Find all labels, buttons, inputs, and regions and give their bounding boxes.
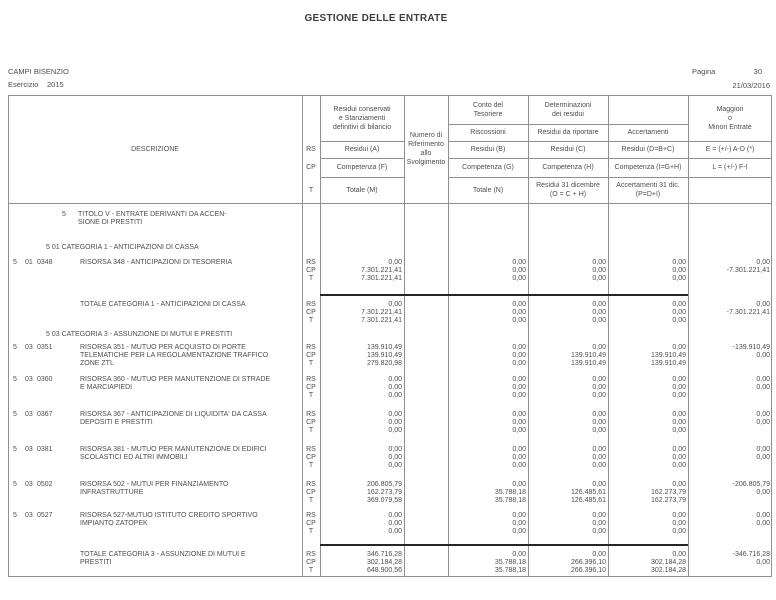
cell-accertamenti-cp: 0,00 bbox=[672, 384, 686, 391]
cell-accertamenti-t: 0,00 bbox=[672, 528, 686, 535]
row-code: 5 bbox=[13, 259, 17, 266]
row-rs-label: RS bbox=[306, 344, 316, 351]
row-t-label: T bbox=[308, 275, 314, 282]
row-code: 03 bbox=[25, 411, 33, 418]
row-description: RISORSA 348 - ANTICIPAZIONI DI TESORERIA bbox=[80, 259, 233, 266]
cell-residui-stanziamenti-t: 0,00 bbox=[388, 528, 402, 535]
row-description: E MARCIAPIEDI bbox=[80, 384, 133, 391]
cell-maggiori-minori-cp: 0,00 bbox=[756, 520, 770, 527]
subheader-residui-o bbox=[528, 177, 608, 203]
row-t-label: T bbox=[308, 392, 314, 399]
row-cp-label: CP bbox=[306, 489, 316, 496]
subheader-riscossioni: Riscossioni bbox=[470, 129, 506, 136]
cell-residui-stanziamenti-t: 0,00 bbox=[388, 462, 402, 469]
cell-riscossioni-t: 0,00 bbox=[512, 392, 526, 399]
subheader-competenza-h: Competenza (H) bbox=[542, 164, 594, 171]
cell-riscossioni-rs: 0,00 bbox=[512, 301, 526, 308]
cell-residui-stanziamenti-cp: 139.910,49 bbox=[366, 352, 402, 359]
conto-title-line: Conto del bbox=[473, 101, 503, 109]
entity-name: CAMPI BISENZIO bbox=[8, 67, 69, 76]
residui-o-line: Residui 31 dicembre bbox=[536, 182, 600, 189]
row-code: 0381 bbox=[37, 446, 53, 453]
cell-accertamenti-rs: 0,00 bbox=[672, 376, 686, 383]
accertamenti-p-line: (P=D+I) bbox=[635, 191, 661, 198]
row-t-label: T bbox=[308, 497, 314, 504]
descrizione-label: DESCRIZIONE bbox=[131, 145, 179, 153]
cell-accertamenti-cp: 162.273,79 bbox=[650, 489, 686, 496]
cell-riscossioni-cp: 0,00 bbox=[512, 267, 526, 274]
subheader-residui-a: Residui (A) bbox=[344, 146, 380, 153]
cell-residui-da-riportare-rs: 0,00 bbox=[592, 344, 606, 351]
cell-residui-da-riportare-cp: 0,00 bbox=[592, 520, 606, 527]
cell-riscossioni-rs: 0,00 bbox=[512, 259, 526, 266]
cell-residui-stanziamenti-rs: 0,00 bbox=[388, 446, 402, 453]
cell-residui-da-riportare-rs: 0,00 bbox=[592, 512, 606, 519]
cell-accertamenti-cp: 0,00 bbox=[672, 520, 686, 527]
row-code: 5 bbox=[13, 481, 17, 488]
column-header-numero-riferimento bbox=[404, 95, 448, 203]
row-code: 0527 bbox=[37, 512, 53, 519]
accertamenti-p-line: Accertamenti 31 dic. bbox=[616, 182, 680, 189]
row-code: 03 bbox=[25, 446, 33, 453]
cell-accertamenti-cp: 0,00 bbox=[672, 309, 686, 316]
row-code: 5 bbox=[13, 344, 17, 351]
cell-accertamenti-cp: 302.184,28 bbox=[650, 559, 686, 566]
cell-riscossioni-cp: 0,00 bbox=[512, 384, 526, 391]
cell-residui-stanziamenti-t: 7.301.221,41 bbox=[361, 317, 402, 324]
row-cp-label: CP bbox=[306, 309, 316, 316]
cell-residui-stanziamenti-cp: 0,00 bbox=[388, 454, 402, 461]
header-rs-label: RS bbox=[306, 146, 316, 153]
subheader-accertamenti-p bbox=[608, 177, 688, 203]
row-code: 03 bbox=[25, 344, 33, 351]
numero-title-line: Svolgimento bbox=[406, 159, 446, 166]
header-t-label: T bbox=[308, 186, 314, 194]
row-rs-label: RS bbox=[306, 551, 316, 558]
numero-title-line: Numero di bbox=[409, 132, 443, 139]
row-description: 5 03 CATEGORIA 3 - ASSUNZIONE DI MUTUI E PRESTITI bbox=[46, 331, 233, 338]
column-header-maggiori-minori bbox=[688, 95, 772, 141]
row-description: 5 01 CATEGORIA 1 - ANTICIPAZIONI DI CASSA bbox=[46, 244, 199, 251]
cell-accertamenti-cp: 139.910,49 bbox=[650, 352, 686, 359]
row-code: 5 bbox=[62, 211, 66, 218]
cell-accertamenti-t: 0,00 bbox=[672, 427, 686, 434]
cell-riscossioni-cp: 0,00 bbox=[512, 419, 526, 426]
row-description: SIONE DI PRESTITI bbox=[78, 219, 143, 226]
exercise-label: Esercizio bbox=[8, 80, 39, 89]
cell-riscossioni-t: 0,00 bbox=[512, 427, 526, 434]
magg-title-line: Minori Entrate bbox=[708, 123, 752, 131]
cell-residui-da-riportare-rs: 0,00 bbox=[592, 411, 606, 418]
cell-riscossioni-cp: 0,00 bbox=[512, 520, 526, 527]
row-description: RISORSA 381 - MUTUO PER MANUTENZIONE DI EDIFICI bbox=[80, 446, 267, 453]
cell-residui-stanziamenti-t: 279.820,98 bbox=[366, 360, 402, 367]
cell-residui-da-riportare-t: 0,00 bbox=[592, 462, 606, 469]
total-separator-line bbox=[320, 544, 688, 546]
header-cp-label: CP bbox=[306, 164, 316, 171]
cell-accertamenti-rs: 0,00 bbox=[672, 446, 686, 453]
cell-maggiori-minori-rs: 0,00 bbox=[756, 411, 770, 418]
row-code: 5 bbox=[13, 411, 17, 418]
cell-accertamenti-t: 0,00 bbox=[672, 317, 686, 324]
residui-title-line: definitivi di bilancio bbox=[332, 123, 392, 131]
row-rs-label: RS bbox=[306, 411, 316, 418]
cell-riscossioni-rs: 0,00 bbox=[512, 512, 526, 519]
cell-accertamenti-cp: 0,00 bbox=[672, 419, 686, 426]
cell-residui-stanziamenti-cp: 302.184,28 bbox=[366, 559, 402, 566]
numero-title-line: Riferimento bbox=[408, 141, 444, 148]
cell-riscossioni-t: 0,00 bbox=[512, 317, 526, 324]
row-rs-label: RS bbox=[306, 259, 316, 266]
cell-residui-stanziamenti-t: 369.079,58 bbox=[366, 497, 402, 504]
cell-residui-da-riportare-t: 0,00 bbox=[592, 392, 606, 399]
cell-riscossioni-rs: 0,00 bbox=[512, 344, 526, 351]
cell-maggiori-minori-rs: -346.716,28 bbox=[732, 551, 770, 558]
cell-maggiori-minori-cp: 0,00 bbox=[756, 419, 770, 426]
subheader-residui-b: Residui (B) bbox=[470, 146, 506, 153]
cell-riscossioni-t: 0,00 bbox=[512, 275, 526, 282]
row-code: 0502 bbox=[37, 481, 53, 488]
subheader-competenza-g: Competenza (G) bbox=[462, 164, 514, 171]
subheader-formula-e: E = (+/-) A-D (*) bbox=[705, 146, 755, 153]
header-bottom-line bbox=[8, 203, 772, 204]
cell-residui-stanziamenti-rs: 0,00 bbox=[388, 411, 402, 418]
column-header-descrizione bbox=[8, 95, 302, 203]
cell-residui-da-riportare-t: 0,00 bbox=[592, 275, 606, 282]
row-code: 0351 bbox=[37, 344, 53, 351]
cell-residui-stanziamenti-t: 7.301.221,41 bbox=[361, 275, 402, 282]
row-cp-label: CP bbox=[306, 352, 316, 359]
cell-residui-stanziamenti-cp: 7.301.221,41 bbox=[361, 309, 402, 316]
cell-accertamenti-rs: 0,00 bbox=[672, 512, 686, 519]
row-code: 03 bbox=[25, 376, 33, 383]
subheader-competenza-f: Competenza (F) bbox=[336, 164, 388, 171]
cell-maggiori-minori-cp: -7.301.221,41 bbox=[726, 309, 770, 316]
cell-riscossioni-t: 35.788,18 bbox=[494, 567, 526, 574]
subheader-totale-n: Totale (N) bbox=[472, 186, 504, 194]
cell-accertamenti-cp: 0,00 bbox=[672, 454, 686, 461]
cell-accertamenti-rs: 0,00 bbox=[672, 259, 686, 266]
residui-title-line: e Stanziamenti bbox=[338, 114, 386, 122]
cell-residui-stanziamenti-rs: 346.716,28 bbox=[366, 551, 402, 558]
subheader-residui-d: Residui (D=B+C) bbox=[621, 146, 675, 153]
cell-residui-da-riportare-rs: 0,00 bbox=[592, 446, 606, 453]
row-t-label: T bbox=[308, 360, 314, 367]
cell-riscossioni-cp: 35.788,18 bbox=[494, 489, 526, 496]
cell-maggiori-minori-rs: 0,00 bbox=[756, 259, 770, 266]
cell-residui-da-riportare-rs: 0,00 bbox=[592, 376, 606, 383]
cell-maggiori-minori-cp: 0,00 bbox=[756, 352, 770, 359]
cell-riscossioni-t: 0,00 bbox=[512, 360, 526, 367]
cell-residui-stanziamenti-rs: 0,00 bbox=[388, 376, 402, 383]
cell-residui-stanziamenti-rs: 206.805,79 bbox=[366, 481, 402, 488]
row-t-label: T bbox=[308, 462, 314, 469]
cell-residui-da-riportare-t: 126.485,61 bbox=[570, 497, 606, 504]
row-rs-label: RS bbox=[306, 446, 316, 453]
cell-residui-da-riportare-rs: 0,00 bbox=[592, 301, 606, 308]
cell-residui-stanziamenti-rs: 0,00 bbox=[388, 512, 402, 519]
cell-riscossioni-rs: 0,00 bbox=[512, 376, 526, 383]
row-description: RISORSA 502 - MUTUI PER FINANZIAMENTO bbox=[80, 481, 229, 488]
cell-residui-da-riportare-cp: 0,00 bbox=[592, 384, 606, 391]
cell-riscossioni-rs: 0,00 bbox=[512, 411, 526, 418]
row-code: 01 bbox=[25, 259, 33, 266]
numero-title-line: allo bbox=[420, 150, 432, 157]
subheader-totale-m: Totale (M) bbox=[346, 186, 378, 194]
cell-residui-da-riportare-t: 0,00 bbox=[592, 317, 606, 324]
subheader-competenza-i: Competenza (I=G+H) bbox=[614, 164, 682, 171]
row-code: 5 bbox=[13, 446, 17, 453]
row-cp-label: CP bbox=[306, 384, 316, 391]
row-description: INFRASTRUTTURE bbox=[80, 489, 144, 496]
row-description: RISORSA 527-MUTUO ISTITUTO CREDITO SPORTIVO bbox=[80, 512, 258, 519]
cell-accertamenti-t: 139.910,49 bbox=[650, 360, 686, 367]
row-description: DEPOSITI E PRESTITI bbox=[80, 419, 153, 426]
det-title-line: dei residui bbox=[552, 110, 584, 118]
row-cp-label: CP bbox=[306, 520, 316, 527]
cell-riscossioni-rs: 0,00 bbox=[512, 551, 526, 558]
column-header-conto-tesoriere bbox=[448, 95, 528, 124]
cell-accertamenti-rs: 0,00 bbox=[672, 551, 686, 558]
cell-accertamenti-t: 162.273,79 bbox=[650, 497, 686, 504]
cell-maggiori-minori-rs: 0,00 bbox=[756, 446, 770, 453]
row-description: TOTALE CATEGORIA 1 - ANTICIPAZIONI DI CASSA bbox=[80, 301, 246, 308]
cell-maggiori-minori-cp: -7.301.221,41 bbox=[726, 267, 770, 274]
page-label: Pagina bbox=[692, 67, 716, 76]
row-code: 0367 bbox=[37, 411, 53, 418]
row-code: 03 bbox=[25, 512, 33, 519]
row-rs-label: RS bbox=[306, 512, 316, 519]
cell-accertamenti-t: 0,00 bbox=[672, 275, 686, 282]
cell-residui-stanziamenti-cp: 0,00 bbox=[388, 520, 402, 527]
row-cp-label: CP bbox=[306, 267, 316, 274]
cell-riscossioni-rs: 0,00 bbox=[512, 481, 526, 488]
cell-accertamenti-t: 302.184,28 bbox=[650, 567, 686, 574]
table-border-bottom bbox=[8, 576, 772, 577]
cell-maggiori-minori-cp: 0,00 bbox=[756, 559, 770, 566]
column-header-residui-conservati bbox=[320, 95, 404, 141]
page-title: GESTIONE DELLE ENTRATE bbox=[304, 13, 448, 24]
cell-accertamenti-rs: 0,00 bbox=[672, 301, 686, 308]
row-t-label: T bbox=[308, 528, 314, 535]
row-description: IMPIANTO ZATOPEK bbox=[80, 520, 148, 527]
conto-title-line: Tesoriere bbox=[473, 110, 503, 118]
cell-residui-stanziamenti-cp: 7.301.221,41 bbox=[361, 267, 402, 274]
row-cp-label: CP bbox=[306, 419, 316, 426]
cell-riscossioni-cp: 0,00 bbox=[512, 352, 526, 359]
cell-residui-stanziamenti-rs: 139.910,49 bbox=[366, 344, 402, 351]
cell-accertamenti-cp: 0,00 bbox=[672, 267, 686, 274]
report-date: 21/03/2016 bbox=[732, 81, 770, 90]
row-t-label: T bbox=[308, 567, 314, 574]
cell-residui-stanziamenti-cp: 0,00 bbox=[388, 419, 402, 426]
cell-accertamenti-t: 0,00 bbox=[672, 462, 686, 469]
row-code: 03 bbox=[25, 481, 33, 488]
cell-residui-stanziamenti-rs: 0,00 bbox=[388, 301, 402, 308]
cell-residui-da-riportare-rs: 0,00 bbox=[592, 259, 606, 266]
residui-title-line: Residui conservati bbox=[333, 105, 391, 113]
row-t-label: T bbox=[308, 317, 314, 324]
cell-residui-da-riportare-cp: 0,00 bbox=[592, 267, 606, 274]
cell-residui-stanziamenti-cp: 162.273,79 bbox=[366, 489, 402, 496]
cell-residui-da-riportare-cp: 0,00 bbox=[592, 309, 606, 316]
row-description: RISORSA 367 - ANTICIPAZIONE DI LIQUIDITA' DA CASSA bbox=[80, 411, 267, 418]
cell-maggiori-minori-cp: 0,00 bbox=[756, 384, 770, 391]
row-description: SCOLASTICI ED ALTRI IMMOBILI bbox=[80, 454, 188, 461]
row-cp-label: CP bbox=[306, 559, 316, 566]
cell-residui-da-riportare-cp: 0,00 bbox=[592, 454, 606, 461]
subheader-accertamenti: Accertamenti bbox=[627, 129, 669, 136]
column-header-determinazioni bbox=[528, 95, 608, 124]
cell-riscossioni-t: 0,00 bbox=[512, 462, 526, 469]
cell-maggiori-minori-cp: 0,00 bbox=[756, 489, 770, 496]
row-description: PRESTITI bbox=[80, 559, 112, 566]
subheader-residui-c: Residui (C) bbox=[550, 146, 586, 153]
det-title-line: Determinazioni bbox=[544, 101, 592, 109]
cell-residui-da-riportare-rs: 0,00 bbox=[592, 551, 606, 558]
magg-title-line: Maggiori bbox=[716, 105, 744, 113]
cell-residui-da-riportare-cp: 0,00 bbox=[592, 419, 606, 426]
cell-riscossioni-t: 35.788,18 bbox=[494, 497, 526, 504]
row-cp-label: CP bbox=[306, 454, 316, 461]
subheader-formula-l: L = (+/-) F-I bbox=[712, 164, 748, 171]
total-separator-line bbox=[320, 294, 688, 296]
row-code: 0360 bbox=[37, 376, 53, 383]
cell-accertamenti-rs: 0,00 bbox=[672, 411, 686, 418]
cell-residui-da-riportare-t: 0,00 bbox=[592, 528, 606, 535]
cell-maggiori-minori-rs: 0,00 bbox=[756, 512, 770, 519]
row-description: RISORSA 351 - MUTUO PER ACQUISTO DI PORTE bbox=[80, 344, 246, 351]
cell-maggiori-minori-rs: -139.910,49 bbox=[732, 344, 770, 351]
exercise-year: 2015 bbox=[47, 80, 64, 89]
cell-riscossioni-cp: 0,00 bbox=[512, 309, 526, 316]
cell-maggiori-minori-rs: -206.805,79 bbox=[732, 481, 770, 488]
cell-residui-stanziamenti-t: 0,00 bbox=[388, 392, 402, 399]
subheader-residui-da-riportare: Residui da riportare bbox=[537, 129, 599, 136]
cell-accertamenti-rs: 0,00 bbox=[672, 344, 686, 351]
cell-riscossioni-rs: 0,00 bbox=[512, 446, 526, 453]
residui-o-line: (O = C + H) bbox=[549, 191, 587, 198]
row-description: TITOLO V - ENTRATE DERIVANTI DA ACCEN- bbox=[78, 211, 227, 218]
row-code: 0348 bbox=[37, 259, 53, 266]
row-description: TOTALE CATEGORIA 3 - ASSUNZIONE DI MUTUI E bbox=[80, 551, 246, 558]
row-description: TELEMATICHE PER LA REGOLAMENTAZIONE TRAFFICO bbox=[80, 352, 269, 359]
cell-residui-da-riportare-cp: 139.910,49 bbox=[570, 352, 606, 359]
page-number: 30 bbox=[753, 67, 762, 76]
row-description: RISORSA 360 - MUTUO PER MANUTENZIONE DI STRADE bbox=[80, 376, 271, 383]
cell-riscossioni-cp: 35.788,18 bbox=[494, 559, 526, 566]
cell-riscossioni-t: 0,00 bbox=[512, 528, 526, 535]
magg-title-line: o bbox=[728, 114, 732, 122]
cell-residui-stanziamenti-cp: 0,00 bbox=[388, 384, 402, 391]
cell-accertamenti-t: 0,00 bbox=[672, 392, 686, 399]
cell-accertamenti-rs: 0,00 bbox=[672, 481, 686, 488]
row-description: ZONE ZTL bbox=[80, 360, 114, 367]
cell-maggiori-minori-cp: 0,00 bbox=[756, 454, 770, 461]
cell-residui-stanziamenti-rs: 0,00 bbox=[388, 259, 402, 266]
row-code: 5 bbox=[13, 376, 17, 383]
cell-residui-da-riportare-cp: 126.485,61 bbox=[570, 489, 606, 496]
cell-residui-stanziamenti-t: 0,00 bbox=[388, 427, 402, 434]
row-rs-label: RS bbox=[306, 301, 316, 308]
row-t-label: T bbox=[308, 427, 314, 434]
cell-residui-da-riportare-t: 266.396,10 bbox=[570, 567, 606, 574]
cell-riscossioni-cp: 0,00 bbox=[512, 454, 526, 461]
row-code: 5 bbox=[13, 512, 17, 519]
row-rs-label: RS bbox=[306, 376, 316, 383]
row-rs-label: RS bbox=[306, 481, 316, 488]
cell-residui-da-riportare-t: 0,00 bbox=[592, 427, 606, 434]
cell-residui-da-riportare-t: 139.910,49 bbox=[570, 360, 606, 367]
cell-residui-stanziamenti-t: 648.900,56 bbox=[366, 567, 402, 574]
cell-maggiori-minori-rs: 0,00 bbox=[756, 376, 770, 383]
cell-maggiori-minori-rs: 0,00 bbox=[756, 301, 770, 308]
cell-residui-da-riportare-cp: 266.396,10 bbox=[570, 559, 606, 566]
cell-residui-da-riportare-rs: 0,00 bbox=[592, 481, 606, 488]
